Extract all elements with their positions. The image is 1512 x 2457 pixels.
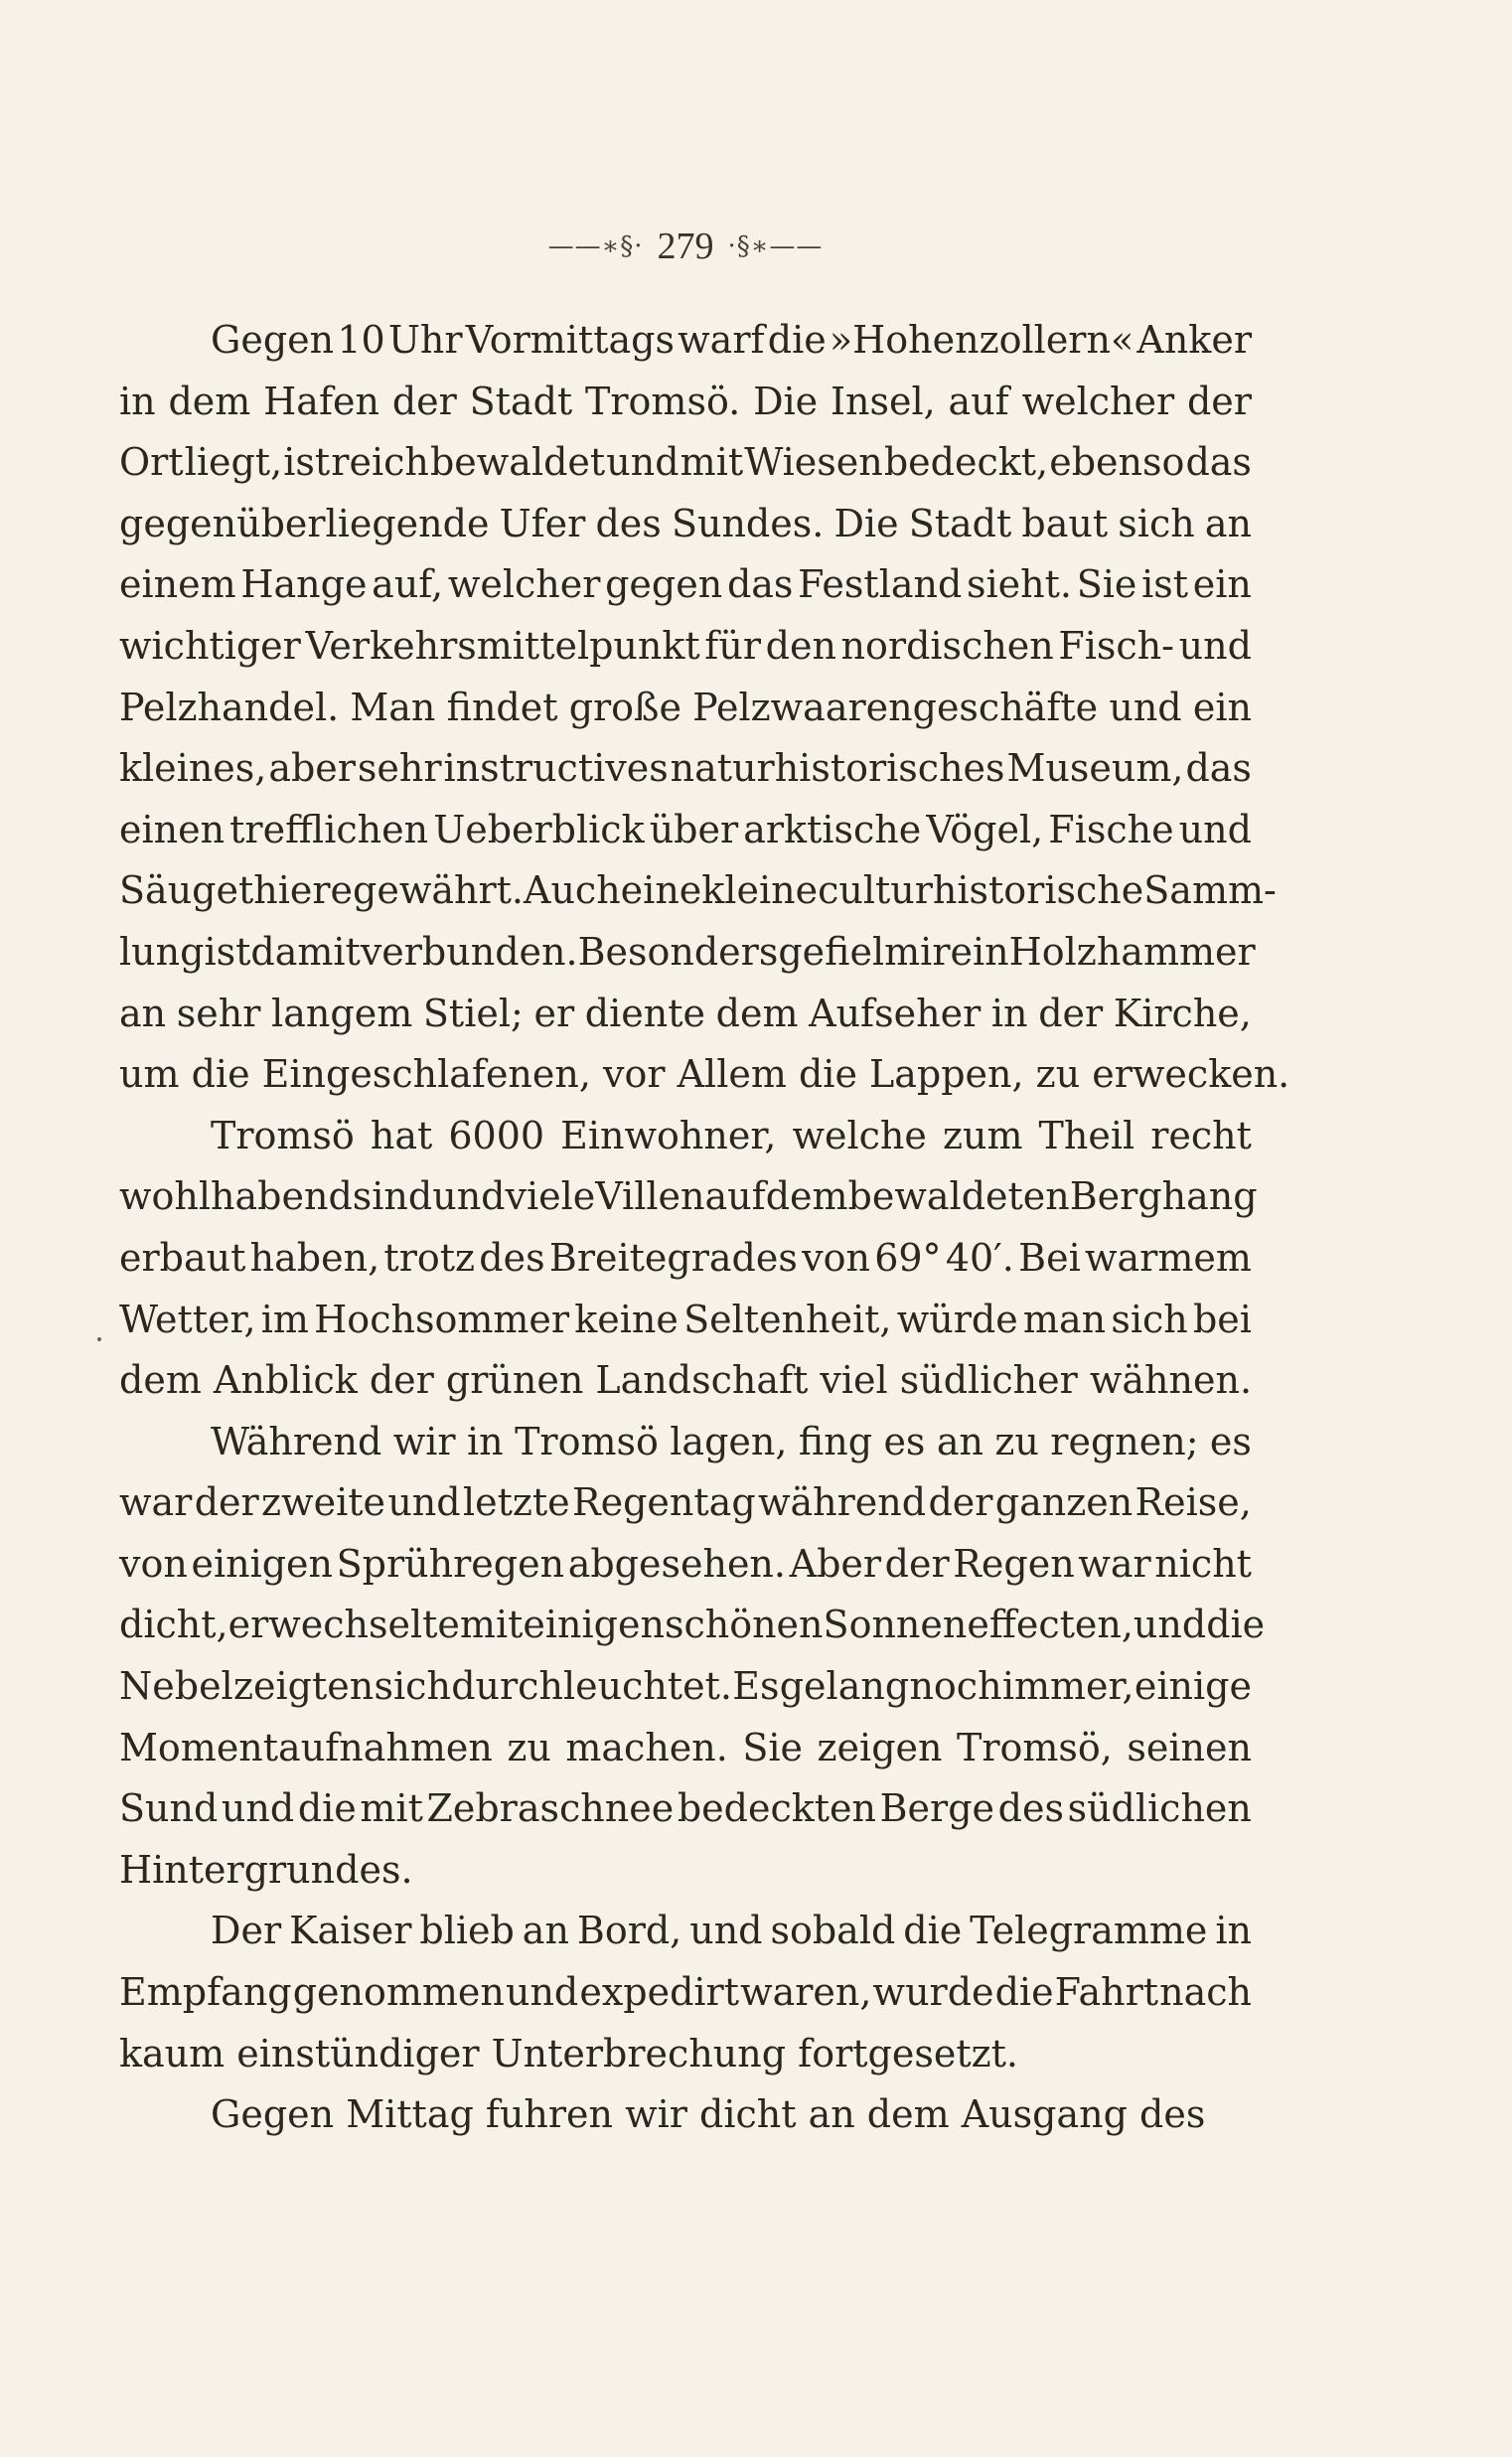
text-line: von einigen Sprühregen abgesehen. Aber der Regen war nicht bbox=[119, 1541, 1252, 1586]
text-line: Momentaufnahmen zu machen. Sie zeigen Tromsö, seinen bbox=[119, 1725, 1252, 1769]
text-line: Tromsö hat 6000 Einwohner, welche zum Theil recht bbox=[211, 1113, 1252, 1157]
text-line: einem Hange auf, welcher gegen das Festland sieht. Sie ist ein bbox=[119, 562, 1252, 607]
text-line: Empfang genommen und expedirt waren, wurde die Fahrt nach bbox=[119, 1970, 1252, 2015]
text-line: Sund und die mit Zebraschnee bedeckten Berge des südlichen bbox=[119, 1786, 1252, 1831]
text-line: dicht, er wechselte mit einigen schönen Sonneneffecten, und die bbox=[119, 1603, 1266, 1647]
text-line: gegenüberliegende Ufer des Sundes. Die Stadt baut sich an bbox=[119, 501, 1252, 545]
text-line: wichtiger Verkehrsmittelpunkt für den nordischen Fisch- und bbox=[119, 623, 1252, 668]
text-line: kaum einstündiger Unterbrechung fortgesetzt. bbox=[119, 2031, 1018, 2075]
page-number: 279 bbox=[657, 226, 714, 267]
body-text bbox=[119, 310, 1290, 2146]
text-line: Gegen Mittag fuhren wir dicht an dem Ausgang des bbox=[211, 2092, 1206, 2137]
text-line: einen trefflichen Ueberblick über arktische Vögel, Fische und bbox=[119, 807, 1252, 851]
text-line: Während wir in Tromsö lagen, fing es an zu regnen; es bbox=[211, 1419, 1252, 1463]
text-line: Gegen 10 Uhr Vormittags warf die »Hohenzollern« Anker bbox=[211, 318, 1252, 362]
text-line: war der zweite und letzte Regentag während der ganzen Reise, bbox=[119, 1480, 1252, 1525]
text-line: Der Kaiser blieb an Bord, und sobald die Telegramme in bbox=[211, 1909, 1252, 1953]
right-ornament-icon: ·§∗—— bbox=[727, 231, 824, 261]
text-line: erbaut haben, trotz des Breitegrades von 69° 40′. Bei warmem bbox=[119, 1235, 1252, 1280]
text-line: Nebel zeigten sich durchleuchtet. Es gelang noch immer, einige bbox=[119, 1664, 1252, 1709]
text-line: dem Anblick der grünen Landschaft viel südlicher wähnen. bbox=[119, 1358, 1253, 1403]
text-line: Säugethiere gewährt. Auch eine kleine culturhistorische Samm- bbox=[119, 868, 1277, 913]
text-line: Ort liegt, ist reich bewaldet und mit Wiesen bedeckt, ebenso das bbox=[119, 440, 1252, 485]
text-line: in dem Hafen der Stadt Tromsö. Die Insel, auf welcher der bbox=[119, 379, 1252, 423]
text-line: Wetter, im Hochsommer keine Seltenheit, würde man sich bei bbox=[119, 1297, 1252, 1341]
page-header bbox=[477, 225, 894, 268]
text-line: an sehr langem Stiel; er diente dem Aufseher in der Kirche, bbox=[119, 991, 1252, 1035]
text-line: um die Eingeschlafenen, vor Allem die Lappen, zu erwecken. bbox=[119, 1052, 1290, 1097]
text-line: kleines, aber sehr instructives naturhistorisches Museum, das bbox=[119, 746, 1252, 791]
text-line: Pelzhandel. Man findet große Pelzwaarengeschäfte und ein bbox=[119, 685, 1252, 729]
margin-dot bbox=[97, 1337, 101, 1341]
text-line: wohlhabend sind und viele Villen auf dem bewaldeten Berghang bbox=[119, 1174, 1258, 1219]
left-ornament-icon: ——∗§· bbox=[547, 231, 644, 261]
text-line: Hintergrundes. bbox=[119, 1847, 413, 1892]
text-line: lung ist damit verbunden. Besonders gefiel mir ein Holzhammer bbox=[119, 929, 1256, 974]
